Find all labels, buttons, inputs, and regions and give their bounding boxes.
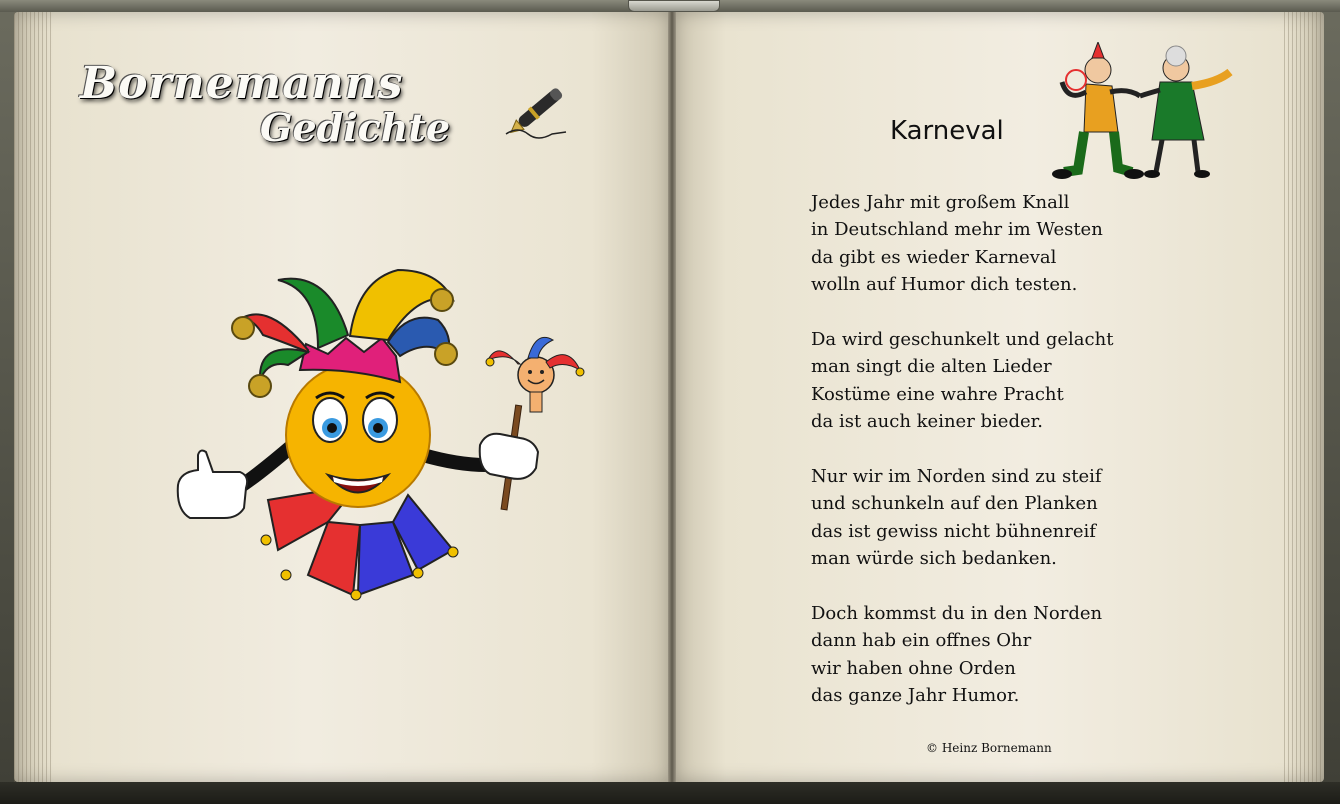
book-spine [668, 12, 676, 782]
stanza [811, 600, 1171, 710]
logo-line-1: Bornemanns [80, 58, 404, 109]
page-edge [14, 12, 54, 782]
poem-line: Da wird geschunkelt und gelacht [811, 329, 1114, 351]
poem-title: Karneval [890, 116, 1004, 146]
site-logo[interactable] [80, 58, 480, 150]
poem-line: dann hab ein offnes Ohr [811, 630, 1032, 652]
logo-line-2: Gedichte [260, 105, 451, 150]
holding-hand [480, 434, 538, 479]
poem-line: das ist gewiss nicht bühnenreif [811, 520, 1096, 542]
poem-line: man würde sich bedanken. [811, 548, 1057, 570]
thumbs-up-hand [178, 451, 247, 518]
poem-line: Jedes Jahr mit großem Knall [811, 192, 1070, 213]
poem-line: wir haben ohne Orden [811, 657, 1016, 679]
book-clasp [628, 0, 720, 12]
poem-line: da ist auch keiner bieder. [811, 411, 1043, 433]
jester-face [286, 363, 430, 507]
woman-dancer [1140, 46, 1230, 178]
poem-line: wolln auf Humor dich testen. [811, 274, 1078, 296]
man-dancer [1052, 42, 1144, 179]
poem-body [811, 189, 1171, 737]
stanza [811, 189, 1171, 299]
poem-line: man singt die alten Lieder [811, 356, 1052, 378]
poem-line: in Deutschland mehr im Westen [811, 219, 1103, 241]
poem-line: da gibt es wieder Karneval [811, 246, 1057, 268]
poem-line: Kostüme eine wahre Pracht [811, 383, 1064, 405]
fountain-pen-icon [500, 74, 580, 142]
jester-illustration [168, 260, 598, 605]
stanza [811, 463, 1171, 573]
poem-line: das ganze Jahr Humor. [811, 685, 1020, 707]
dancing-couple-illustration [1048, 42, 1238, 184]
scepter-head [486, 337, 584, 412]
copyright-notice: © Heinz Bornemann [926, 741, 1052, 755]
stanza [811, 326, 1171, 436]
poem-line: Doch kommst du in den Norden [811, 603, 1103, 625]
page-edge [1284, 12, 1324, 782]
book-bottom-edge [0, 782, 1340, 804]
poem-line: und schunkeln auf den Planken [811, 493, 1098, 515]
poem-line: Nur wir im Norden sind zu steif [811, 466, 1102, 488]
